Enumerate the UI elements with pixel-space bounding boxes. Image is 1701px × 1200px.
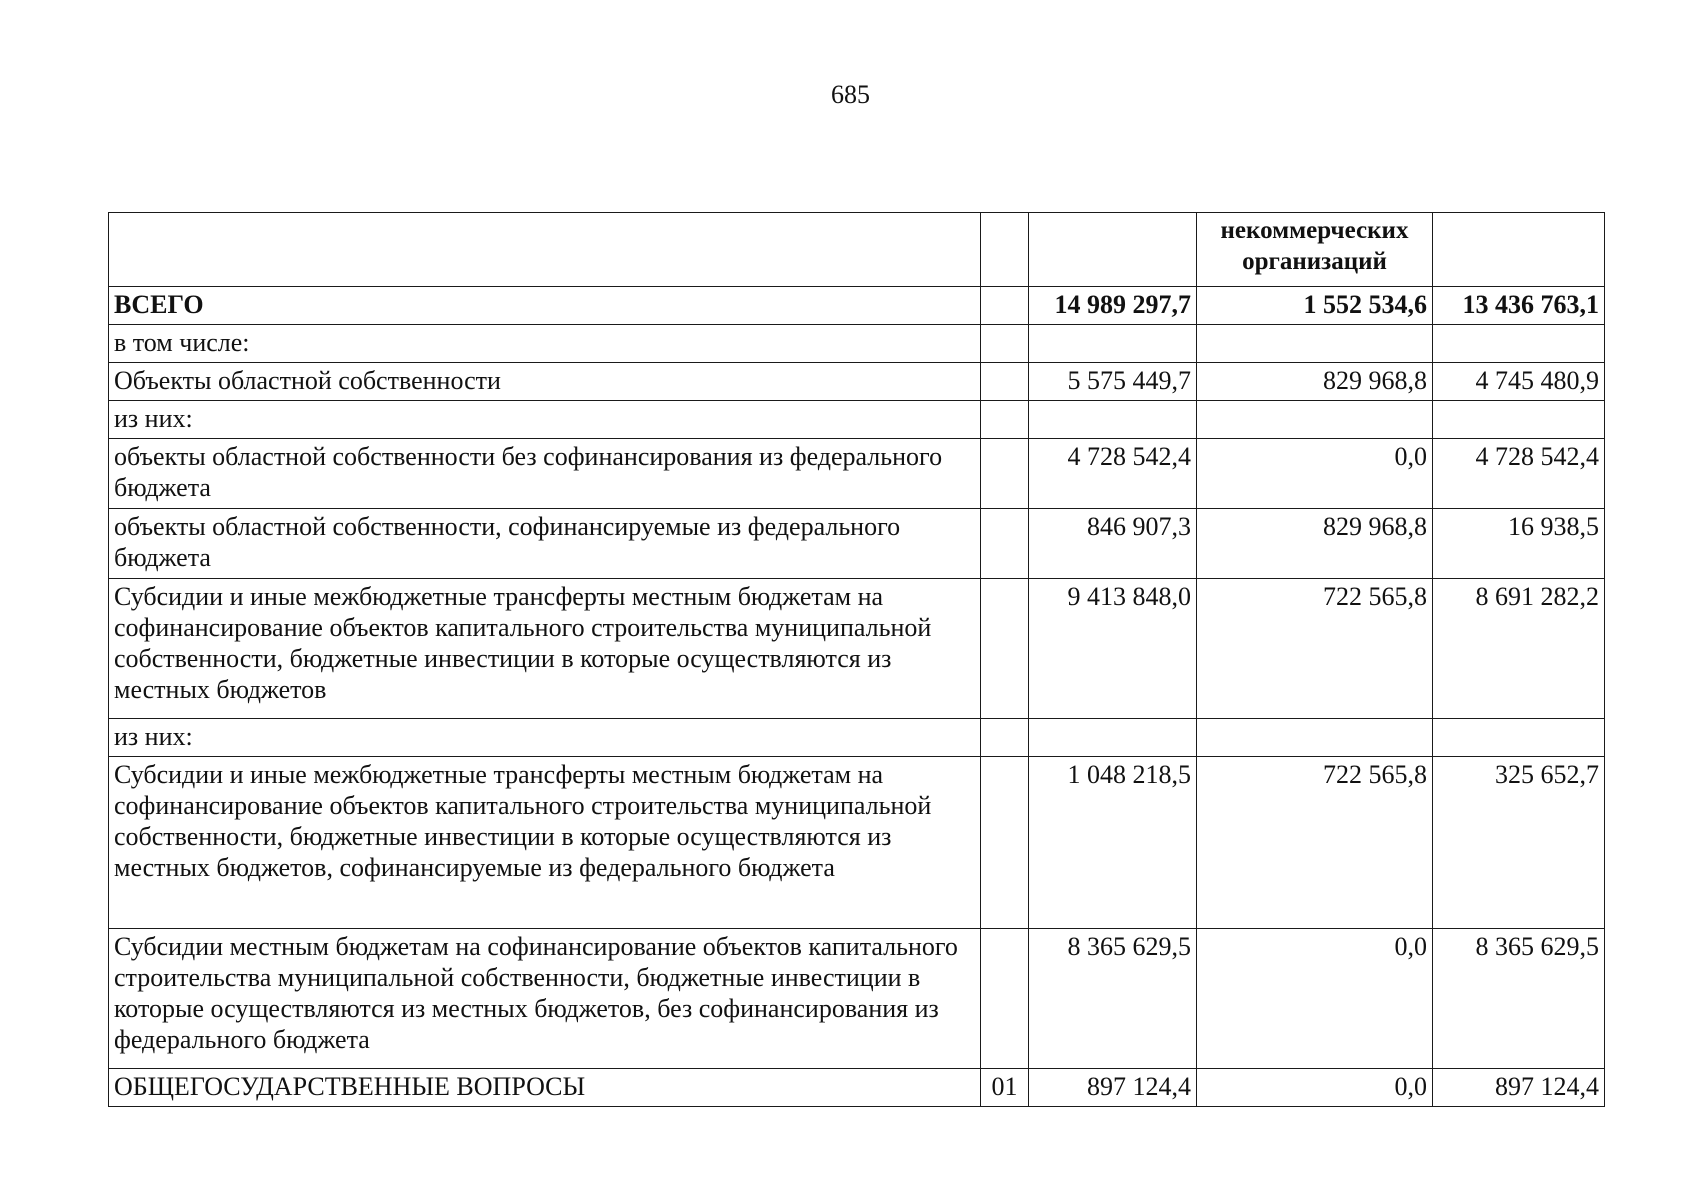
table-row (109, 363, 1605, 401)
row-nko-cell: 0,0 (1197, 1069, 1433, 1107)
row-rest-cell: 16 938,5 (1433, 509, 1605, 579)
row-total-cell: 14 989 297,7 (1029, 287, 1197, 325)
row-code-cell: 01 (981, 1069, 1029, 1107)
header-name-cell (109, 213, 981, 287)
row-code-cell (981, 325, 1029, 363)
row-name-cell: Субсидии и иные межбюджетные трансферты местным бюджетам на софинансирование объектов капитального строительства муниципальной собственности, бюджетные инвестиции в которые осуществляются из местных бюджетов, софинансируемые из федерального бюджета (109, 757, 981, 929)
row-rest-cell: 8 365 629,5 (1433, 929, 1605, 1069)
row-code-cell (981, 287, 1029, 325)
table-row-total (109, 287, 1605, 325)
table-row (109, 719, 1605, 757)
row-name-cell: Объекты областной собственности (109, 363, 981, 401)
row-total-cell (1029, 401, 1197, 439)
row-total-cell: 897 124,4 (1029, 1069, 1197, 1107)
row-rest-cell (1433, 401, 1605, 439)
row-total-cell (1029, 325, 1197, 363)
table-row (109, 509, 1605, 579)
table-row-section (109, 1069, 1605, 1107)
header-rest-cell (1433, 213, 1605, 287)
row-total-cell: 8 365 629,5 (1029, 929, 1197, 1069)
row-nko-cell: 1 552 534,6 (1197, 287, 1433, 325)
row-total-cell: 846 907,3 (1029, 509, 1197, 579)
row-nko-cell: 829 968,8 (1197, 363, 1433, 401)
table-row (109, 579, 1605, 719)
row-code-cell (981, 579, 1029, 719)
row-name-cell: в том числе: (109, 325, 981, 363)
row-code-cell (981, 439, 1029, 509)
row-nko-cell (1197, 719, 1433, 757)
row-name-cell: Субсидии и иные межбюджетные трансферты местным бюджетам на софинансирование объектов капитального строительства муниципальной собственности, бюджетные инвестиции в которые осуществляются из местных бюджетов (109, 579, 981, 719)
row-code-cell (981, 401, 1029, 439)
row-total-cell: 5 575 449,7 (1029, 363, 1197, 401)
row-code-cell (981, 929, 1029, 1069)
row-rest-cell: 4 745 480,9 (1433, 363, 1605, 401)
row-rest-cell (1433, 325, 1605, 363)
table-row (109, 401, 1605, 439)
header-total-cell (1029, 213, 1197, 287)
row-rest-cell: 897 124,4 (1433, 1069, 1605, 1107)
row-rest-cell (1433, 719, 1605, 757)
row-code-cell (981, 719, 1029, 757)
row-name-cell: ОБЩЕГОСУДАРСТВЕННЫЕ ВОПРОСЫ (109, 1069, 981, 1107)
row-name-cell: ВСЕГО (109, 287, 981, 325)
row-code-cell (981, 509, 1029, 579)
row-name-cell: Субсидии местным бюджетам на софинансирование объектов капитального строительства муниципальной собственности, бюджетные инвестиции в которые осуществляются из местных бюджетов, без софинансирования из федерального бюджета (109, 929, 981, 1069)
row-total-cell: 4 728 542,4 (1029, 439, 1197, 509)
header-nko-cell: некоммерческих организаций (1197, 213, 1433, 287)
row-name-cell: из них: (109, 719, 981, 757)
row-total-cell: 1 048 218,5 (1029, 757, 1197, 929)
row-code-cell (981, 363, 1029, 401)
row-nko-cell: 722 565,8 (1197, 579, 1433, 719)
row-name-cell: объекты областной собственности без софинансирования из федерального бюджета (109, 439, 981, 509)
table-header-row (109, 213, 1605, 287)
table-row (109, 439, 1605, 509)
row-total-cell (1029, 719, 1197, 757)
row-rest-cell: 4 728 542,4 (1433, 439, 1605, 509)
row-name-cell: из них: (109, 401, 981, 439)
row-nko-cell (1197, 401, 1433, 439)
table-row (109, 757, 1605, 929)
budget-table (108, 212, 1605, 1107)
row-total-cell: 9 413 848,0 (1029, 579, 1197, 719)
row-rest-cell: 13 436 763,1 (1433, 287, 1605, 325)
row-name-cell: объекты областной собственности, софинансируемые из федерального бюджета (109, 509, 981, 579)
table-row (109, 325, 1605, 363)
page-number: 685 (831, 80, 870, 109)
row-nko-cell: 0,0 (1197, 439, 1433, 509)
row-nko-cell: 0,0 (1197, 929, 1433, 1069)
row-nko-cell (1197, 325, 1433, 363)
row-rest-cell: 325 652,7 (1433, 757, 1605, 929)
row-nko-cell: 829 968,8 (1197, 509, 1433, 579)
row-nko-cell: 722 565,8 (1197, 757, 1433, 929)
row-rest-cell: 8 691 282,2 (1433, 579, 1605, 719)
table-row (109, 929, 1605, 1069)
row-code-cell (981, 757, 1029, 929)
header-code-cell (981, 213, 1029, 287)
